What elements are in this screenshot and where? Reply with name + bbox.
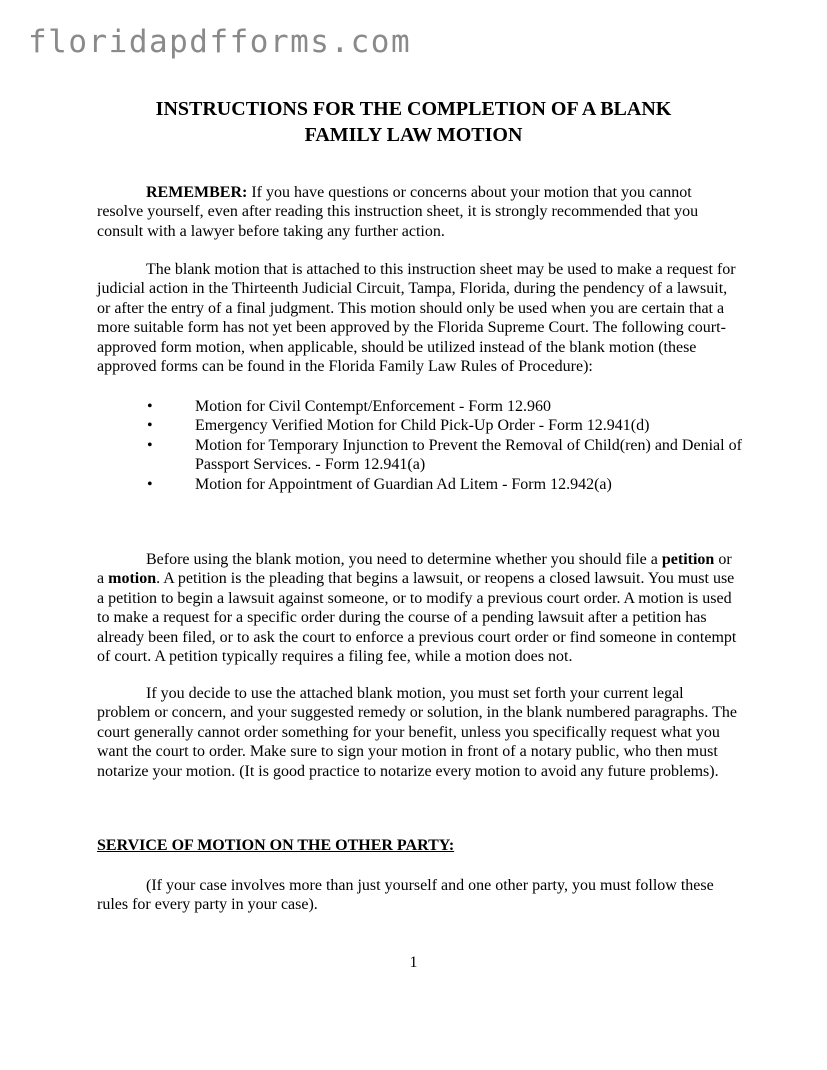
list-item-text: Motion for Civil Contempt/Enforcement - Form 12.960 (195, 398, 551, 415)
document-title (0, 96, 827, 148)
p3-text-c: . A petition is the pleading that begins a lawsuit, or reopens a closed lawsuit. You must use a petition to begin a lawsuit against someone, or to modify a previous court order. A motion is used to make a request for a specific order during the course of a pending lawsuit after a petition has already been filed, or to ask the court to enforce a previous court order or find someone in contempt of court. A petition typically requires a filing fee, while a motion does not. (97, 570, 737, 666)
list-item-text: Emergency Verified Motion for Child Pick-Up Order - Form 12.941(d) (195, 417, 650, 435)
approved-forms-list (145, 397, 745, 494)
bullet-icon: • (147, 436, 153, 454)
paragraph-blank-motion-text: The blank motion that is attached to this instruction sheet may be used to make a request for judicial action in the Thirteenth Judicial Circuit, Tampa, Florida, during the pendency of a lawsuit, or after the entry of a final judgment. This motion should only be used when you are certain that a more suitable form has not yet been approved by the Florida Supreme Court. The following court-approved form motion, when applicable, should be utilized instead of the blank motion (these approved forms can be found in the Florida Family Law Rules of Procedure): (97, 261, 736, 376)
page-number: 1 (409, 954, 418, 971)
list-item-text: Motion for Appointment of Guardian Ad Litem - Form 12.942(a) (195, 475, 612, 493)
remember-label: REMEMBER: (146, 184, 248, 201)
paragraph-using-blank-motion-text: If you decide to use the attached blank motion, you must set forth your current legal problem or concern, and your suggested remedy or solution, in the blank numbered paragraphs. The court generally cannot order something for your benefit, unless you specifically request what you want the court to order. Make sure to sign your motion in front of a notary public, who then must notarize your motion. (It is good practice to notarize every motion to avoid any future problems). (97, 685, 737, 780)
bullet-icon: • (147, 417, 153, 435)
title-line-2: FAMILY LAW MOTION (304, 124, 523, 146)
bullet-icon: • (147, 398, 153, 415)
paragraph-multiple-parties (97, 876, 737, 915)
paragraph-using-blank-motion (97, 684, 737, 781)
title-line-1: INSTRUCTIONS FOR THE COMPLETION OF A BLANK (155, 98, 672, 120)
list-item-text: Motion for Temporary Injunction to Prevent the Removal of Child(ren) and Denial of Passport Services. - Form 12.941(a) (195, 436, 742, 474)
service-heading: SERVICE OF MOTION ON THE OTHER PARTY: (97, 837, 455, 854)
list-item (145, 416, 745, 435)
paragraph-multiple-parties-text: (If your case involves more than just yourself and one other party, you must follow these rules for every party in your case). (97, 877, 714, 914)
bullet-icon: • (147, 475, 153, 493)
paragraph-blank-motion (97, 260, 737, 376)
watermark: floridapdfforms.com (28, 24, 412, 60)
remember-paragraph (97, 183, 737, 241)
p3-text-b: or a (97, 551, 732, 588)
paragraph-petition-vs-motion (97, 550, 737, 666)
list-item (145, 475, 745, 494)
list-item (145, 397, 745, 416)
p3-text-a: Before using the blank motion, you need to determine whether you should file a (146, 551, 662, 568)
p3-petition-term: petition (661, 551, 715, 568)
list-item (145, 436, 745, 475)
p3-motion-term: motion (108, 570, 157, 588)
remember-text: If you have questions or concerns about your motion that you cannot resolve yourself, even after reading this instruction sheet, it is strongly recommended that you consult with a lawyer before taking any further action. (97, 184, 699, 240)
